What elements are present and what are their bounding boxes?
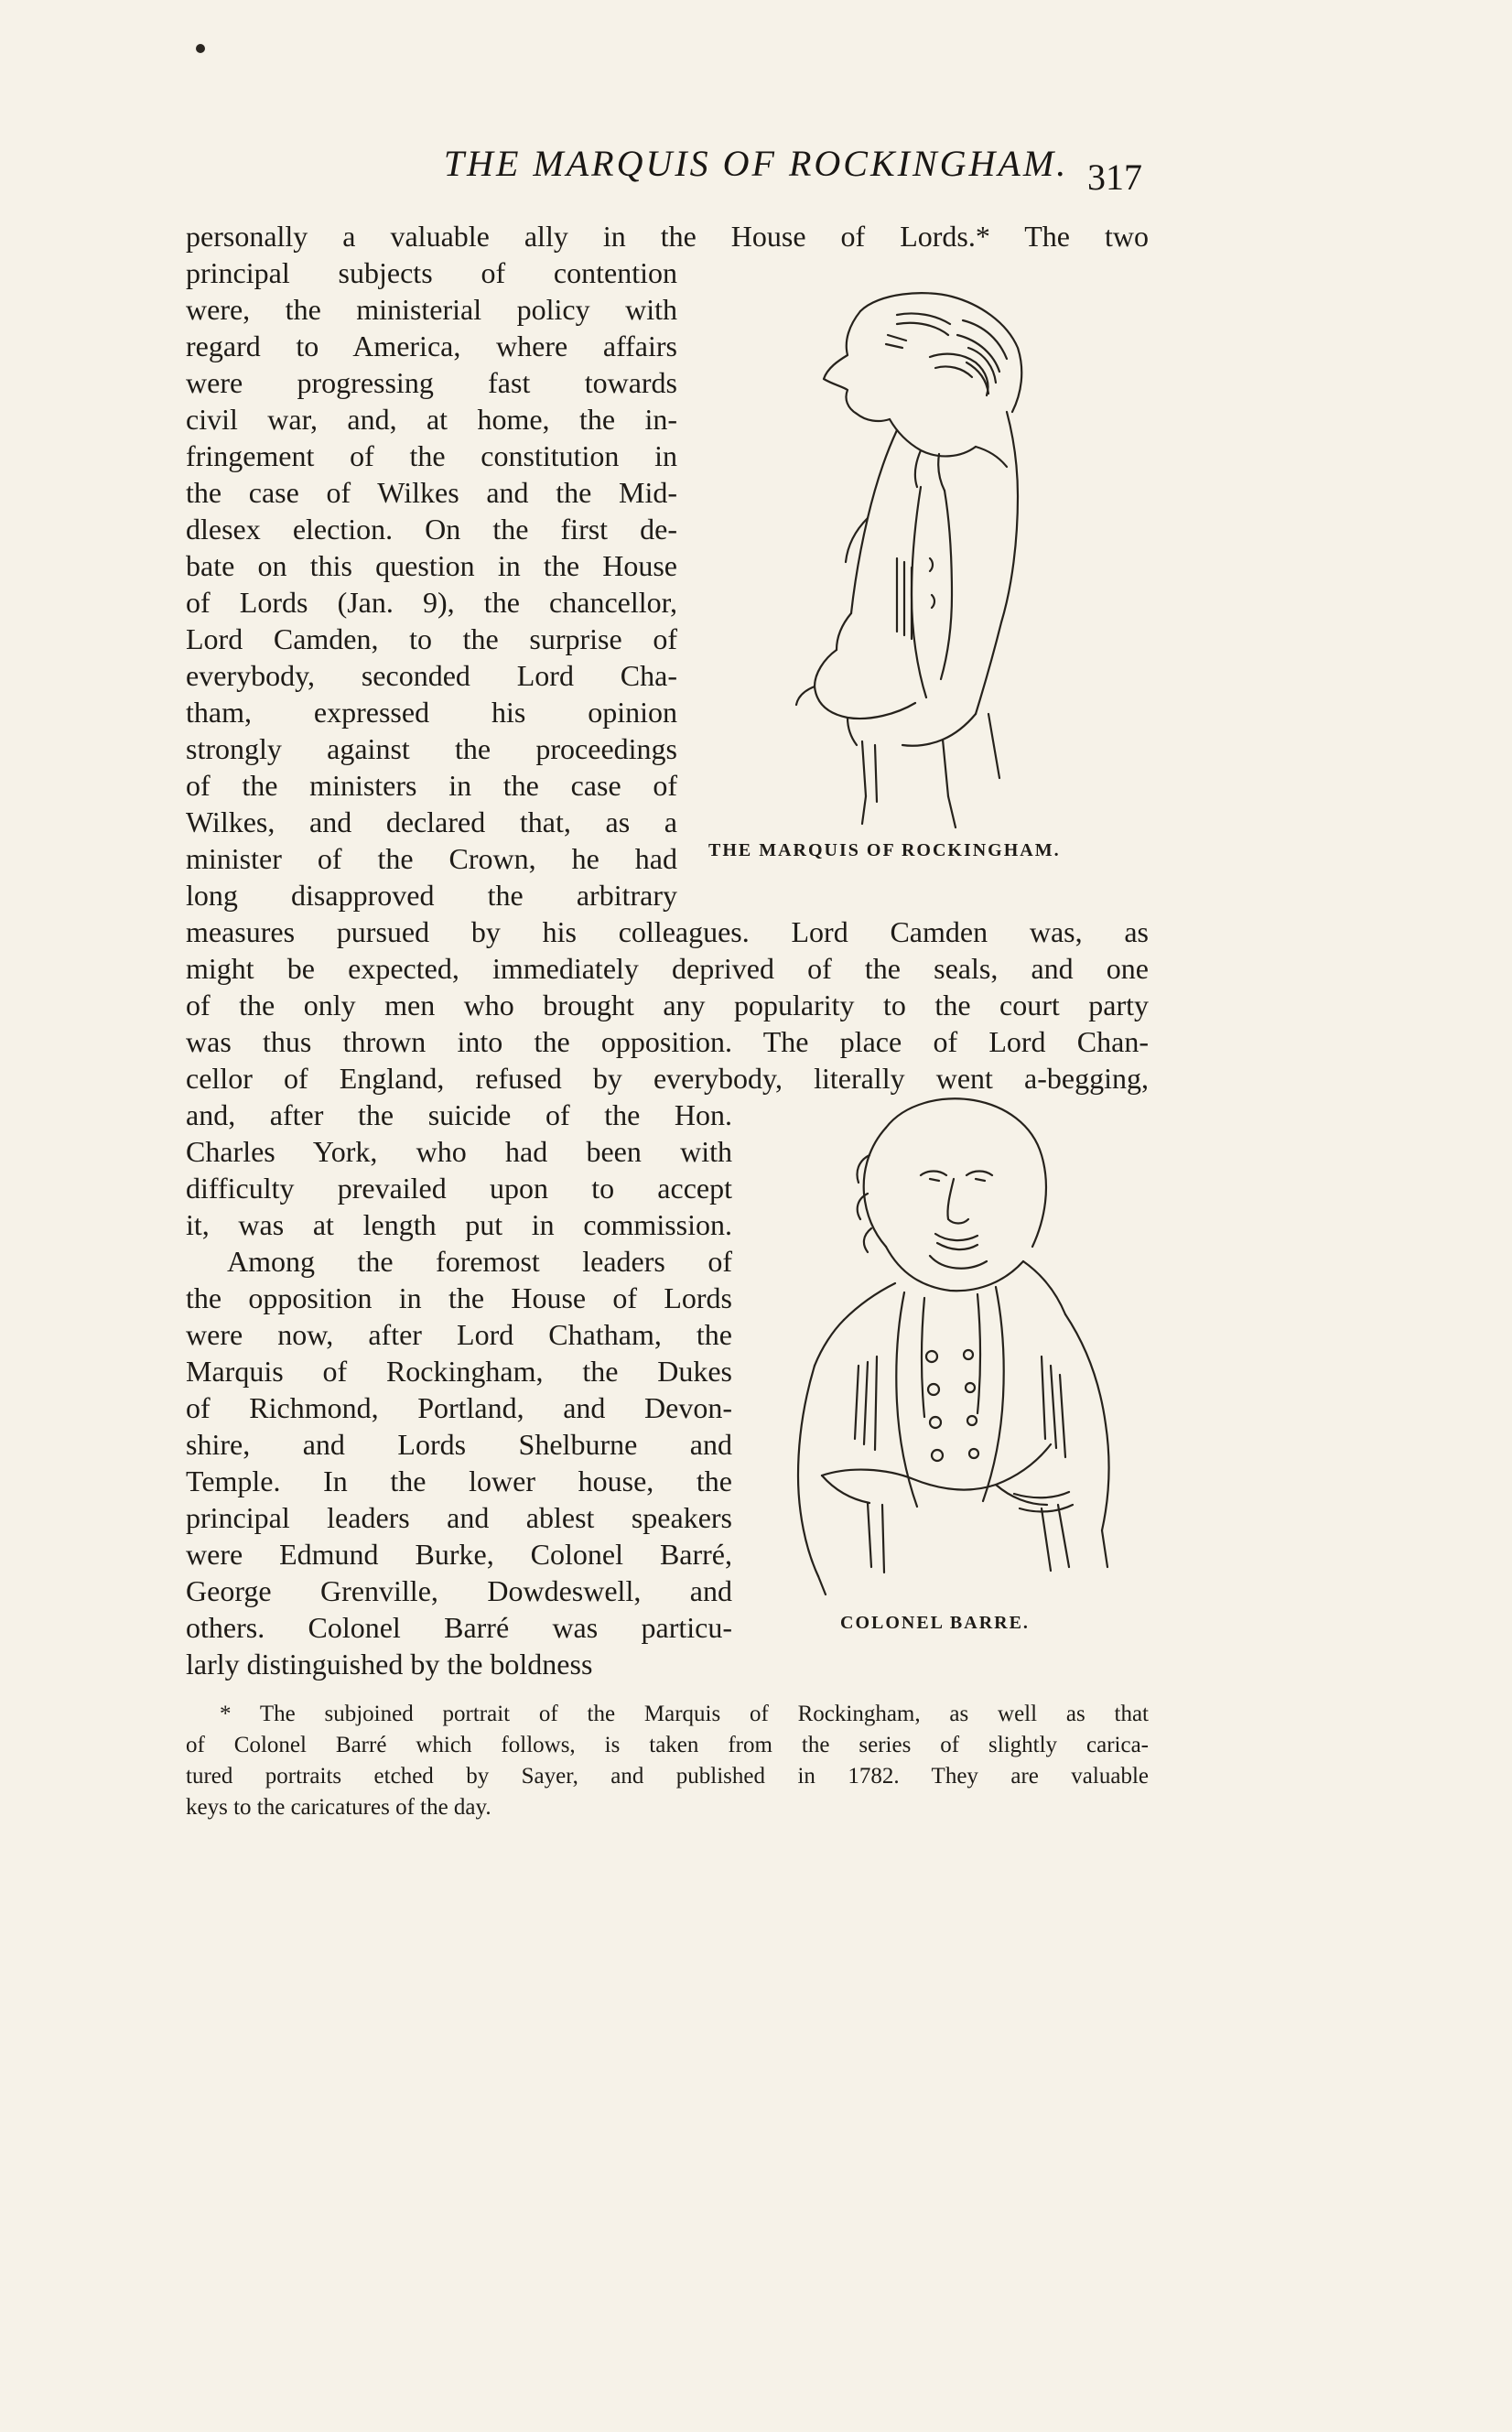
text-line: were now, after Lord Chatham, the [186,1318,732,1351]
text-line: were progressing fast towards [186,366,677,399]
text-line: of the ministers in the case of [186,769,677,802]
footnote-line: keys to the caricatures of the day. [186,1795,491,1820]
text-line: it, was at length put in commission. [186,1208,732,1241]
text-line: shire, and Lords Shelburne and [186,1428,732,1461]
barre-portrait [767,1091,1151,1604]
text-line: civil war, and, at home, the in- [186,403,677,436]
text-line: the opposition in the House of Lords [186,1281,732,1314]
text-line: of Lords (Jan. 9), the chancellor, [186,586,677,619]
text-line: long disapproved the arbitrary [186,879,677,912]
text-line: were Edmund Burke, Colonel Barré, [186,1538,732,1571]
text-line: of Richmond, Portland, and Devon- [186,1391,732,1424]
rockingham-portrait [760,284,1062,833]
text-line: Wilkes, and declared that, as a [186,805,677,838]
text-line: George Grenville, Dowdeswell, and [186,1574,732,1607]
text-line: everybody, seconded Lord Cha- [186,659,677,692]
text-line: principal leaders and ablest speakers [186,1501,732,1534]
footnote-line: of Colonel Barré which follows, is taken from the series of slightly carica- [186,1733,1149,1757]
text-line: of the only men who brought any popularity to the court party [186,989,1149,1021]
text-line: personally a valuable ally in the House of Lords.* The two [186,220,1149,253]
running-title: THE MARQUIS OF ROCKINGHAM. [443,143,1069,184]
text-line: Charles York, who had been with [186,1135,732,1168]
footnote-line: tured portraits etched by Sayer, and published in 1782. They are valuable [186,1764,1149,1789]
text-line: principal subjects of contention [186,256,677,289]
ink-speck [196,44,205,53]
rockingham-caption: THE MARQUIS OF ROCKINGHAM. [708,840,1061,860]
footnote-line: * The subjoined portrait of the Marquis of Rockingham, as well as that [220,1702,1149,1726]
text-line: and, after the suicide of the Hon. [186,1098,732,1131]
text-line: difficulty prevailed upon to accept [186,1172,732,1205]
text-line: others. Colonel Barré was particu- [186,1611,732,1644]
text-line: strongly against the proceedings [186,732,677,765]
text-line: the case of Wilkes and the Mid- [186,476,677,509]
text-line: Lord Camden, to the surprise of [186,622,677,655]
page-number: 317 [1087,157,1142,198]
barre-caption: COLONEL BARRE. [840,1613,1030,1633]
text-line: larly distinguished by the boldness [186,1648,593,1681]
text-line: regard to America, where affairs [186,330,677,362]
text-line: measures pursued by his colleagues. Lord Camden was, as [186,915,1149,948]
text-line: cellor of England, refused by everybody, literally went a-begging, [186,1062,1149,1095]
text-line: tham, expressed his opinion [186,696,677,729]
text-line: bate on this question in the House [186,549,677,582]
text-line: fringement of the constitution in [186,439,677,472]
text-line: minister of the Crown, he had [186,842,677,875]
text-line: was thus thrown into the opposition. The place of Lord Chan- [186,1025,1149,1058]
text-line: Marquis of Rockingham, the Dukes [186,1355,732,1388]
text-line: Temple. In the lower house, the [186,1465,732,1497]
text-line: Among the foremost leaders of [227,1245,732,1278]
text-line: might be expected, immediately deprived of the seals, and one [186,952,1149,985]
text-line: dlesex election. On the first de- [186,513,677,546]
text-line: were, the ministerial policy with [186,293,677,326]
